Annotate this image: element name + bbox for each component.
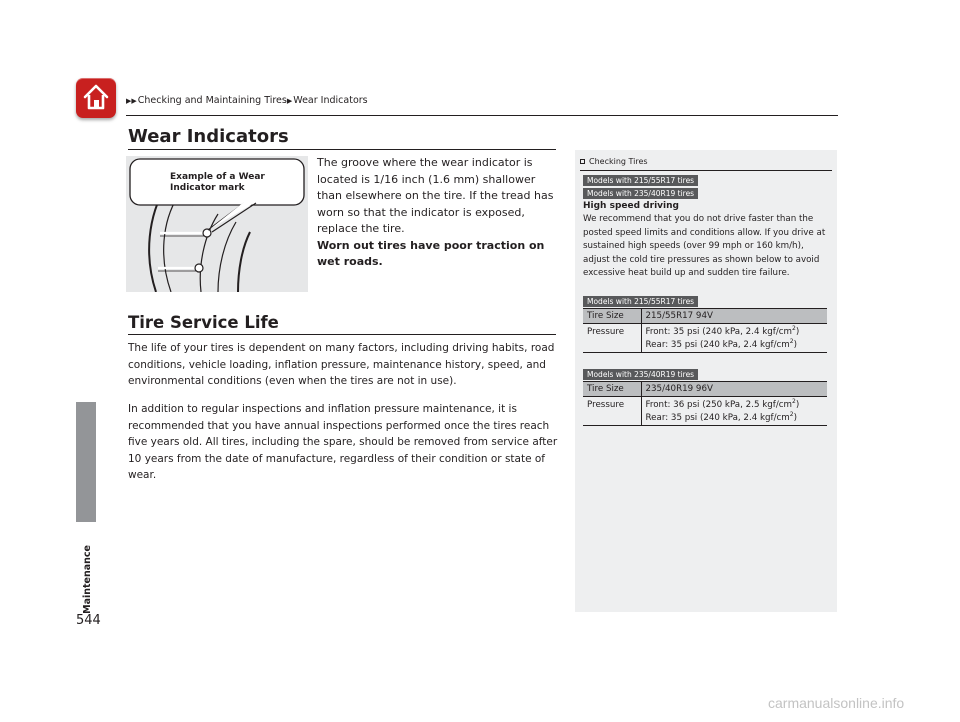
table-cell-value: Front: 35 psi (240 kPa, 2.4 kgf/$cm^2$) Rear: 35 psi (240 kPa, 2.4 kgf/$cm^2$) (641, 324, 827, 353)
note-marker-icon (580, 159, 585, 164)
service-life-paragraph: In addition to regular inspections and inflation pressure maintenance, it is recommended that you have annual inspections performed once the tires reach five years old. All tires, including the spare, should be removed from service after 10 years from the date of manufacture, regardless of their condition or state of wear. (128, 403, 558, 481)
header-divider (126, 115, 838, 116)
rear-pressure: Rear: 35 psi (240 kPa, 2.4 kgf/cm (645, 339, 790, 350)
title-divider (128, 149, 556, 150)
wear-indicator-text (317, 155, 562, 271)
table-cell-value: Front: 36 psi (250 kPa, 2.5 kgf/$cm^2$) Rear: 35 psi (240 kPa, 2.4 kgf/$cm^2$) (641, 397, 827, 426)
tire-pressure-table (583, 381, 827, 426)
panel-subheading: High speed driving (583, 201, 679, 211)
page-number: 544 (76, 613, 101, 628)
panel-heading (580, 157, 648, 166)
service-life-paragraph: The life of your tires is dependent on many factors, including driving habits, road conditions, vehicle loading, inflation pressure, maintenance history, speed, and environmental conditions (even when the tires are not in use). (128, 342, 555, 387)
breadcrumb (126, 95, 368, 106)
table-cell-value: 215/55R17 94V (641, 309, 827, 324)
table-cell-label: Tire Size (583, 309, 641, 324)
section-title-tire-service-life: Tire Service Life (128, 313, 279, 332)
panel-heading-text: Checking Tires (589, 157, 648, 166)
table-row (583, 309, 827, 324)
wear-indicator-warning: Worn out tires have poor traction on wet roads. (317, 238, 545, 268)
chapter-tab-marker[interactable] (76, 402, 96, 522)
breadcrumb-current-wear-indicators[interactable]: Wear Indicators (293, 95, 368, 106)
title-divider (128, 334, 556, 335)
home-icon (82, 83, 110, 111)
table-cell-label: Pressure (583, 397, 641, 426)
panel-divider (580, 170, 832, 171)
table-cell-label: Pressure (583, 324, 641, 353)
rear-pressure: Rear: 35 psi (240 kPa, 2.4 kgf/cm (645, 412, 790, 423)
watermark: carmanualsonline.info (768, 695, 905, 711)
table-cell-label: Tire Size (583, 382, 641, 397)
breadcrumb-arrow-icon: ▶ (286, 96, 293, 105)
wear-indicator-body: The groove where the wear indicator is located is 1/16 inch (1.6 mm) shallower than elsewhere on the tire. If the tread has worn so that the indicator is exposed, replace the tire. (317, 156, 554, 235)
home-button[interactable] (76, 78, 116, 118)
table-cell-value: 235/40R19 96V (641, 382, 827, 397)
chapter-label: Maintenance (82, 545, 93, 614)
table-model-badge: Models with 215/55R17 tires (583, 296, 698, 307)
table-row (583, 382, 827, 397)
breadcrumb-arrow-icon: ▶▶ (126, 96, 137, 105)
table-row (583, 397, 827, 426)
front-pressure: Front: 35 psi (240 kPa, 2.4 kgf/cm (645, 327, 792, 337)
figure-caption: Example of a Wear Indicator mark (170, 172, 265, 193)
model-badge: Models with 215/55R17 tires (583, 175, 698, 186)
table-model-badge: Models with 235/40R19 tires (583, 369, 698, 380)
panel-body-text: We recommend that you do not drive faster than the posted speed limits and conditions allow. If you drive at sustained high speeds (over 99 mph or 160 km/h), adjust the cold tire pressures as shown below to avoid excessive heat build up and sudden tire failure. (583, 214, 826, 279)
section-title-wear-indicators: Wear Indicators (128, 126, 289, 147)
wear-indicator-figure (126, 156, 308, 292)
breadcrumb-link-checking-tires[interactable]: Checking and Maintaining Tires (137, 95, 287, 106)
table-row (583, 324, 827, 353)
front-pressure: Front: 36 psi (250 kPa, 2.5 kgf/cm (645, 400, 792, 410)
model-badge: Models with 235/40R19 tires (583, 188, 698, 199)
tire-pressure-table (583, 308, 827, 353)
